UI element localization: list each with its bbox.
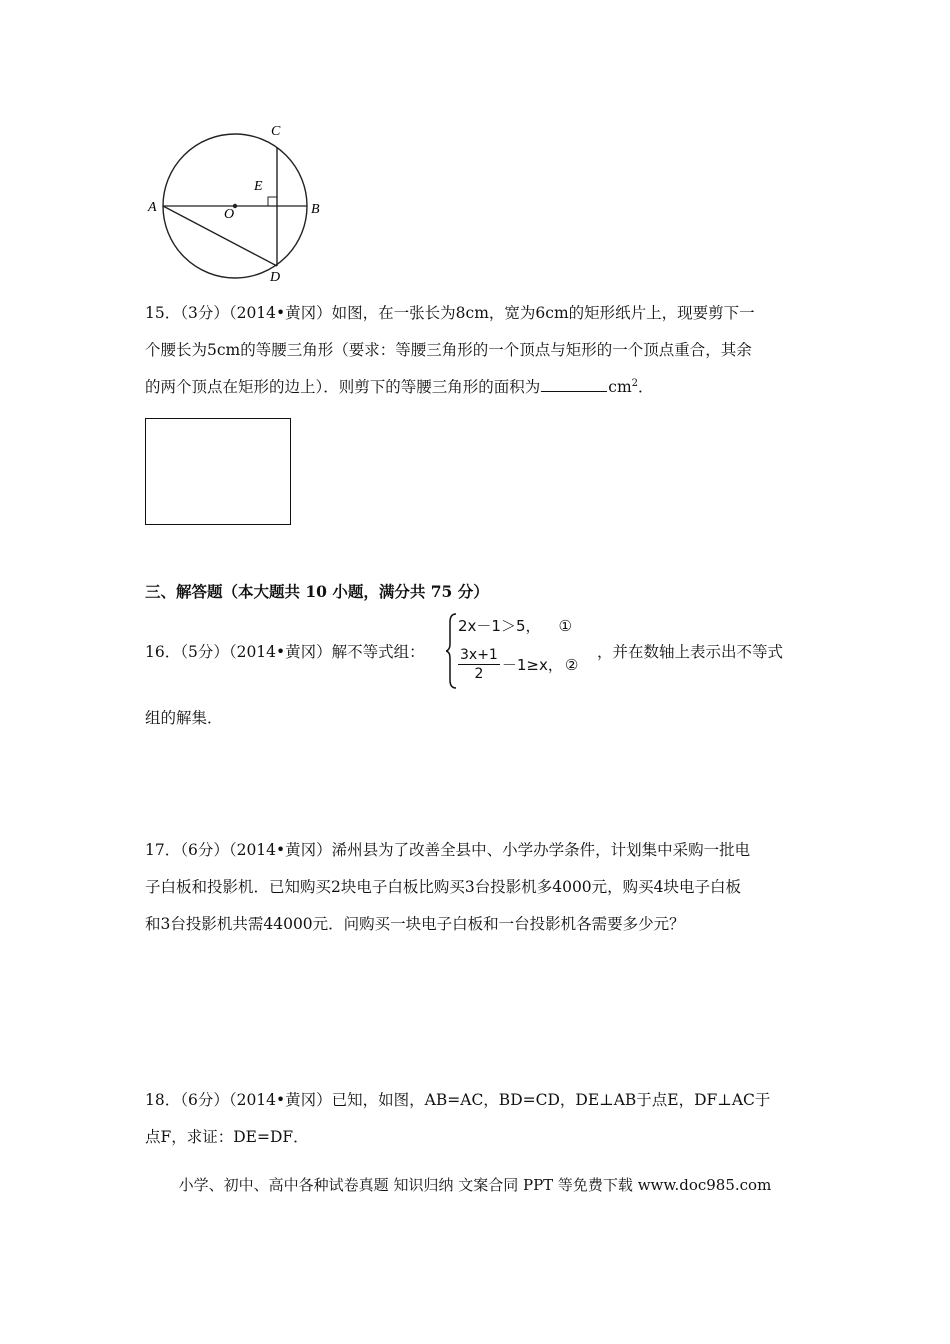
fraction bbox=[458, 646, 500, 683]
right-angle-mark bbox=[268, 197, 277, 206]
q16-line2: 组的解集． bbox=[145, 709, 223, 727]
fraction-numerator: 3x+1 bbox=[460, 647, 498, 663]
question-17 bbox=[145, 832, 805, 943]
inequality-2: $\frac{3x+1}{2}$ －1≥x， ② bbox=[460, 647, 579, 682]
section-title: 三、解答题（本大题共 10 小题，满分共 75 分） bbox=[145, 582, 489, 601]
q17-line2: 子白板和投影机．已知购买2块电子白板比购买3台投影机多4000元，购买4块电子白板 bbox=[145, 878, 742, 896]
mark-1: ① bbox=[558, 617, 572, 635]
circle-figure bbox=[140, 115, 340, 285]
label-b: B bbox=[311, 202, 320, 217]
mark-2: ② bbox=[564, 655, 579, 674]
q17-line1: 17．（6分）（2014•黄冈）浠州县为了改善全县中、小学办学条件，计划集中采购一批电 bbox=[145, 841, 751, 859]
q15-line1: 15．（3分）（2014•黄冈）如图，在一张长为8cm，宽为6cm的矩形纸片上，现要剪下一 bbox=[145, 304, 755, 322]
chord-ad bbox=[163, 206, 277, 266]
unit-exponent: 2 bbox=[631, 377, 639, 389]
q18-line1: 18．（6分）（2014•黄冈）已知，如图，AB=AC，BD=CD，DE⊥AB于点E，DF⊥AC于 bbox=[145, 1091, 771, 1109]
label-c: C bbox=[271, 124, 281, 139]
question-15 bbox=[145, 295, 805, 406]
inequality-1: 2x－1＞5， ① bbox=[458, 617, 572, 635]
q16-prefix: 16．（5分）（2014•黄冈）解不等式组： bbox=[145, 643, 425, 661]
label-e: E bbox=[254, 179, 263, 194]
page-footer: 小学、初中、高中各种试卷真题 知识归纳 文案合同 PPT 等免费下载 www.doc985.com bbox=[178, 1176, 772, 1194]
label-d: D bbox=[270, 270, 281, 285]
rectangle-figure bbox=[145, 418, 291, 525]
system-brace bbox=[446, 612, 458, 690]
q15-line2: 个腰长为5cm的等腰三角形（要求：等腰三角形的一个顶点与矩形的一个顶点重合，其余 bbox=[145, 341, 752, 359]
label-o: O bbox=[224, 207, 235, 222]
unit: cm bbox=[608, 378, 632, 396]
answer-blank bbox=[541, 377, 607, 392]
q15-line3: 的两个顶点在矩形的边上）．则剪下的等腰三角形的面积为 $cm^2$． bbox=[145, 377, 654, 396]
q17-line3: 和3台投影机共需44000元．问购买一块电子白板和一台投影机各需要多少元？ bbox=[145, 915, 685, 933]
label-a: A bbox=[148, 200, 157, 215]
q16-suffix: ，并在数轴上表示出不等式 bbox=[597, 643, 784, 661]
question-18 bbox=[145, 1082, 805, 1156]
fraction-denominator: 2 bbox=[474, 666, 484, 682]
q18-line2: 点F，求证：DE=DF． bbox=[145, 1128, 309, 1146]
